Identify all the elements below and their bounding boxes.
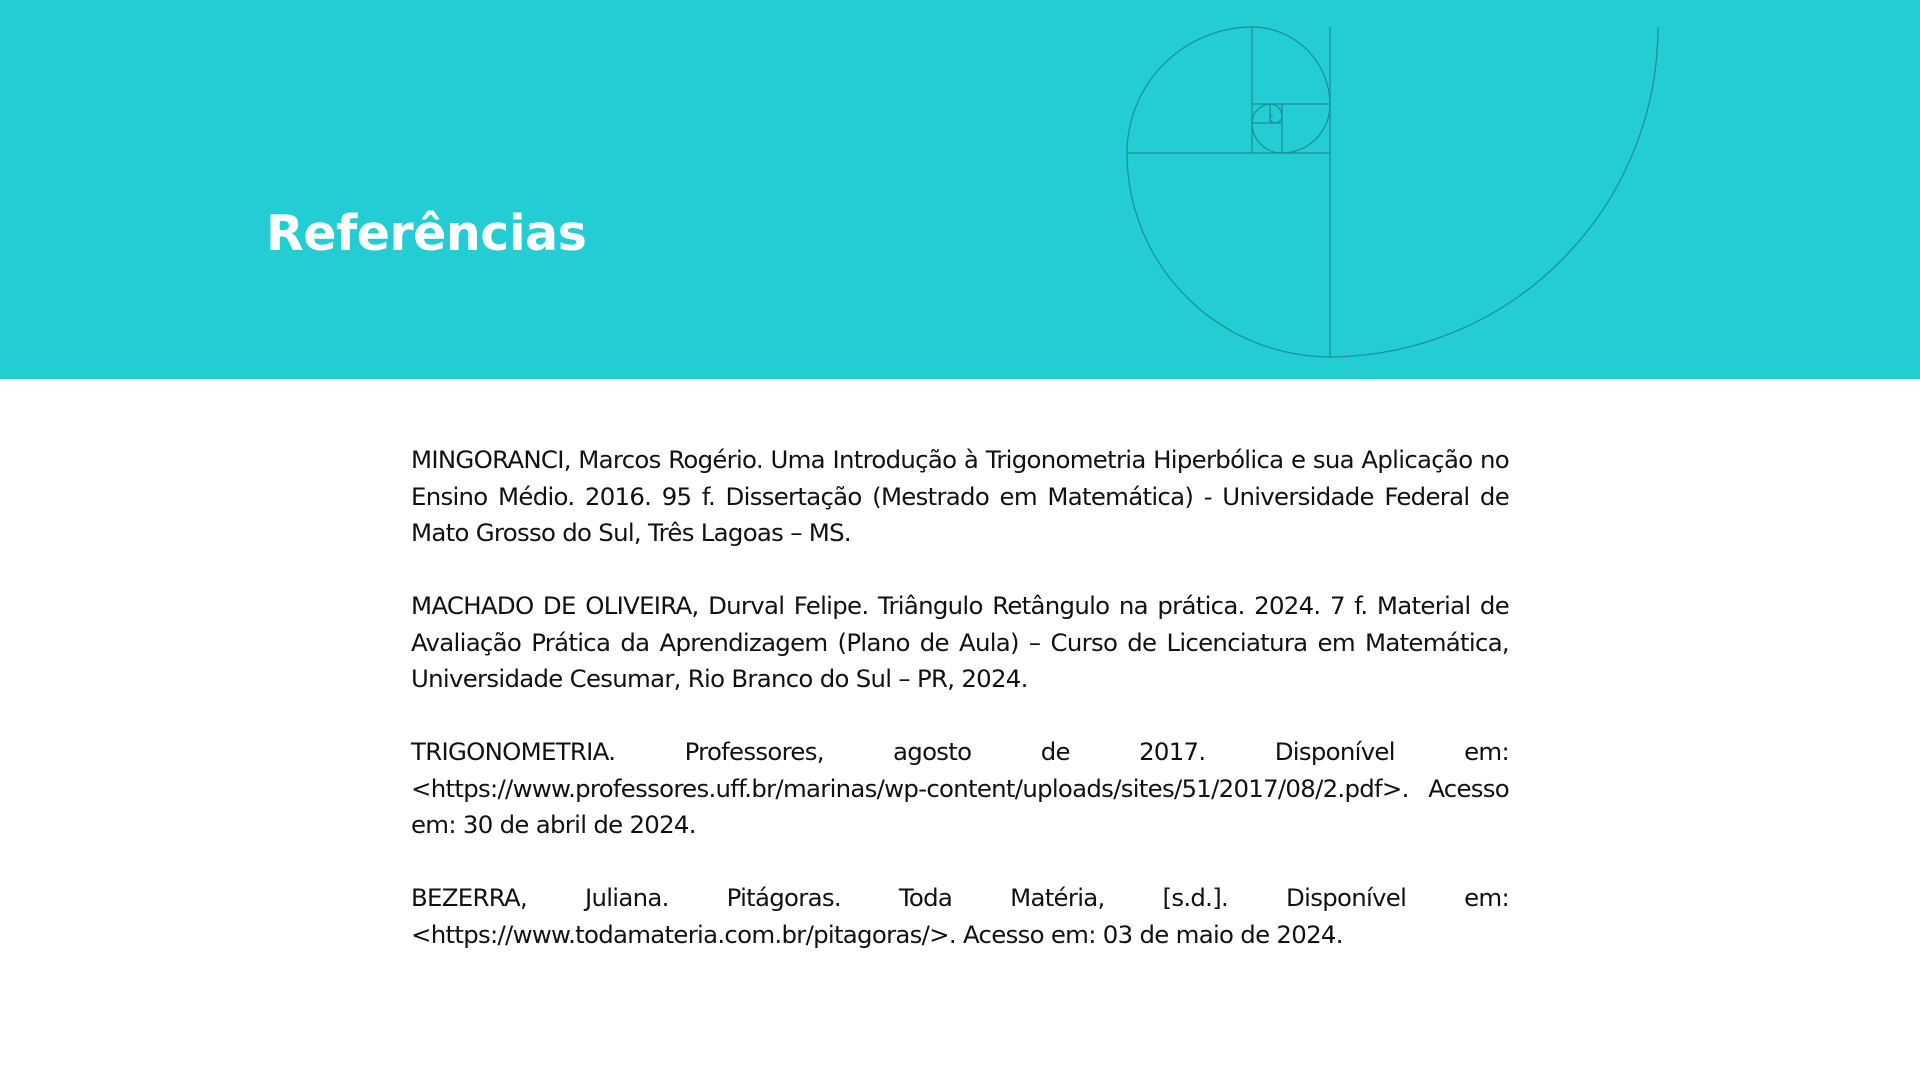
- reference-item: MACHADO DE OLIVEIRA, Durval Felipe. Triângulo Retângulo na prática. 2024. 7 f. Material de Avaliação Prática da Aprendizagem (Plano de Aula) – Curso de Licenciatura em Matemática, Universidade Cesumar, Rio Branco do Sul – PR, 2024.: [411, 591, 1509, 693]
- reference-item: TRIGONOMETRIA. Professores, agosto de 2017. Disponível em: <https://www.professores.uff.br/marinas/wp-content/uploads/sites/51/2017/08/2.pdf>. Acesso em: 30 de abril de 2024.: [411, 737, 1509, 839]
- reference-item: MINGORANCI, Marcos Rogério. Uma Introdução à Trigonometria Hiperbólica e sua Aplicação no Ensino Médio. 2016. 95 f. Dissertação (Mestrado em Matemática) - Universidade Federal de Mato Grosso do Sul, Três Lagoas – MS.: [411, 445, 1509, 547]
- page-title: Referências: [266, 205, 587, 262]
- spiral-curve: [1127, 27, 1658, 357]
- golden-spiral-icon: [0, 0, 1920, 379]
- header-band: [0, 0, 1920, 379]
- reference-item: BEZERRA, Juliana. Pitágoras. Toda Matéria, [s.d.]. Disponível em: <https://www.todamateria.com.br/pitagoras/>. Acesso em: 03 de maio de 2024.: [411, 883, 1509, 949]
- references-list: [411, 442, 1509, 990]
